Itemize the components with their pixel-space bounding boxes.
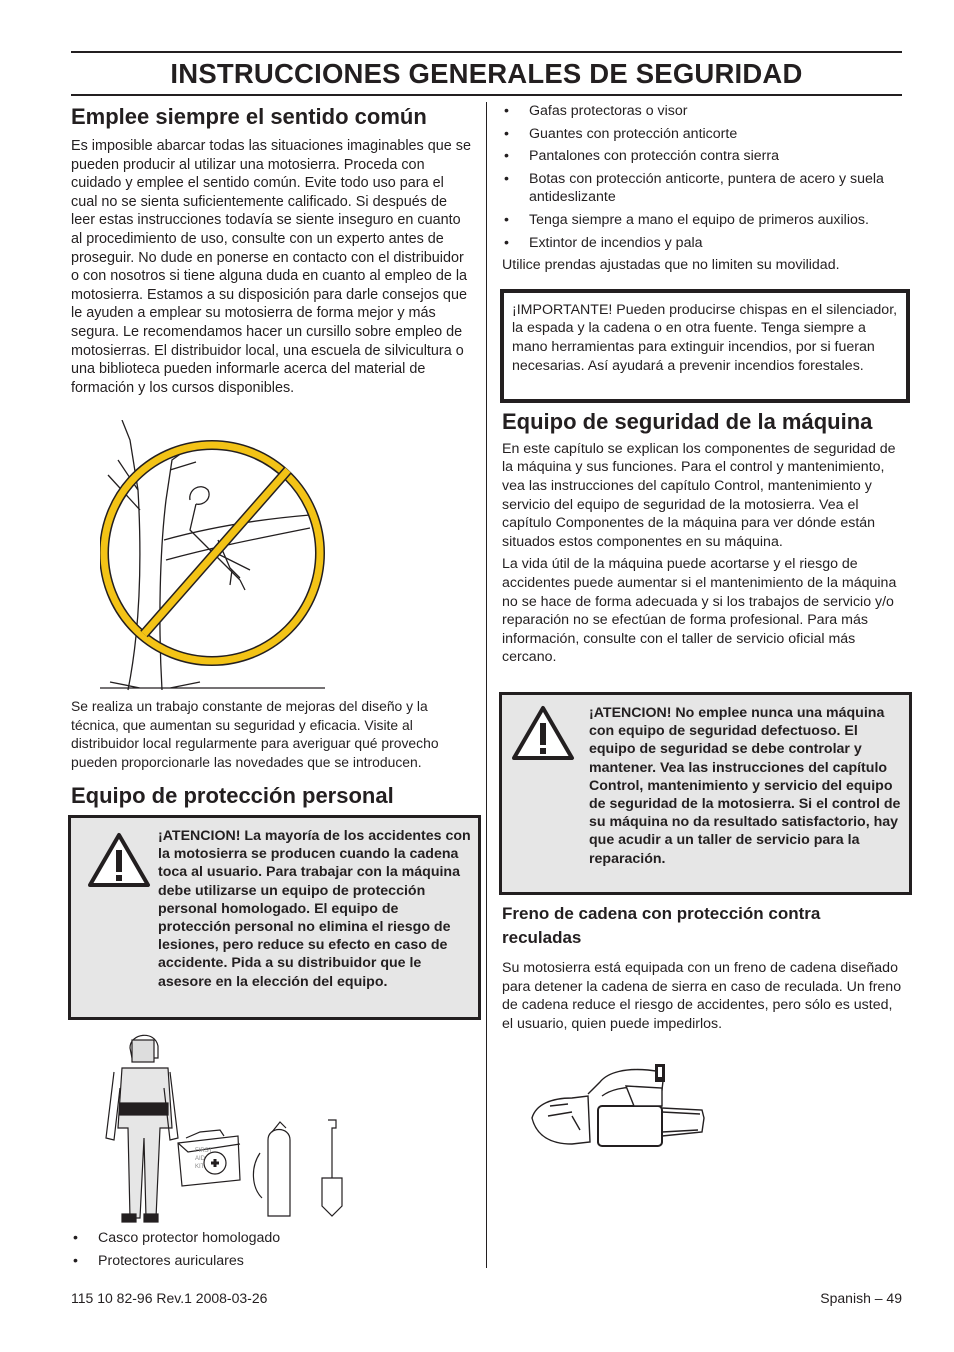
heading-proteccion-personal: Equipo de protección personal (71, 783, 394, 809)
important-text: ¡IMPORTANTE! Pueden producirse chispas en el silenciador, la espada y la cadena o en otra fuente. Tenga siempre a mano herramientas para extinguir incendios, por si fueran necesarias. Así ayudará a prevenir incendios forestales. (512, 301, 898, 374)
ppe-list-left (71, 1229, 471, 1274)
ppe-list-right (502, 102, 904, 252)
paragraph-sentido-comun: Es imposible abarcar todas las situaciones imaginables que se pueden producir al utilizar una motosierra. Proceda con cuidado y emplee el sentido común. Evite todo uso para el cual no se sienta suficientemente calificado. Si después de leer estas instrucciones todavía se siente inseguro en cuanto al procedimiento de uso, consulte con un experto antes de proseguir. No dude en ponerse en contacto con el distribuidor o con nosotros si tiene alguna duda en cuanto al empleo de la motosierra. Estamos a su disposición para darle consejos que le ayuden a emplear su motosierra de forma mejor y más segura. Le recomendamos hacer un cursillo sobre empleo de motosierras. El distribuidor local, una escuela de silvicultura o una biblioteca pueden informarle acerca del material de formación y los cursos disponibles. (71, 138, 471, 396)
list-item-text: Guantes con protección anticorte (529, 125, 738, 142)
list-item: • Extintor de incendios y pala (504, 234, 703, 251)
paragraph-seguridad-1: En este capítulo se explican los componentes de seguridad de la máquina y sus funciones. Para el control y mantenimiento, vea las instrucciones del capítulo Control, mantenimiento y servicio del equipo de seguridad de la motosierra. Vea el capítulo Componentes de la máquina para ver dónde están situados estos componentes en su máquina. (502, 440, 896, 550)
warning-triangle-icon (87, 832, 151, 888)
list-item: • Tenga siempre a mano el equipo de primeros auxilios. (504, 211, 869, 228)
important-box (500, 289, 910, 403)
ppe-illustration (100, 1028, 360, 1226)
list-item: • Gafas protectoras o visor (504, 103, 688, 119)
first-aid-text: KIT (195, 1164, 205, 1170)
top-rule (71, 51, 902, 53)
list-item-text: Casco protector homologado (98, 1230, 281, 1246)
footer-page-number: Spanish – 49 (820, 1290, 902, 1306)
title-rule (71, 94, 902, 96)
footer-doc-number: 115 10 82-96 Rev.1 2008-03-26 (71, 1290, 268, 1306)
paragraph-freno-cadena: Su motosierra está equipada con un freno de cadena diseñado para detener la cadena de sierra en caso de reculada. Un freno de cadena reduce el riesgo de accidentes, pero sólo es usted, el usuario, quien puede impedirlos. (502, 960, 902, 1032)
clothing-note: Utilice prendas ajustadas que no limiten su movilidad. (502, 257, 840, 274)
paragraph-seguridad-2: La vida útil de la máquina puede acortarse y el riesgo de accidentes puede aumentar si el mantenimiento de la máquina no se hace de forma adecuada y si los trabajos de servicio y/o reparación no se efectúan de forma profesional. Para más información, consulte con el taller de servicio oficial más cercano. (502, 556, 897, 666)
warning-box-proteccion (68, 815, 481, 1020)
column-divider (486, 102, 487, 1268)
heading-sentido-comun: Emplee siempre el sentido común (71, 104, 427, 129)
right-column-lower (502, 902, 904, 1033)
paragraph-mejoras: Se realiza un trabajo constante de mejoras del diseño y la técnica, que aumentan su seguridad y eficacia. Visite al distribuidor local regularmente para averiguar qué provecho pueden proporcionarle las novedades que se introducen. (71, 698, 439, 770)
first-aid-text: AID (195, 1156, 206, 1162)
warning-text-proteccion: ¡ATENCION! La mayoría de los accidentes con la motosierra se producen cuando la cadena toca al usuario. Para trabajar con la máquina debe utilizarse un equipo de protección personal homologado. El equipo de protección personal no elimina el riesgo de lesiones, pero reduce su efecto en caso de accidente. Pida a su distribuidor que le asesore en la elección del equipo. (158, 828, 471, 990)
list-item: • Pantalones con protección contra sierra (504, 148, 779, 165)
list-item: • Protectores auriculares (73, 1252, 244, 1269)
list-item: • Botas con protección anticorte, puntera de acero y suela antideslizante (504, 170, 884, 206)
list-item-text: Gafas protectoras o visor (529, 103, 688, 119)
first-aid-text: FIRST (195, 1148, 213, 1154)
list-item-text: Botas con protección anticorte, puntera de acero y suela antideslizante (529, 170, 884, 206)
warning-triangle-icon (511, 705, 575, 761)
warning-box-seguridad (499, 692, 912, 895)
no-climbing-illustration (100, 420, 325, 692)
left-column-lower (71, 697, 471, 810)
page-title: INSTRUCCIONES GENERALES DE SEGURIDAD (170, 58, 803, 89)
chainsaw-illustration (528, 1060, 708, 1152)
warning-text-seguridad: ¡ATENCION! No emplee nunca una máquina con equipo de seguridad defectuoso. El equipo de seguridad se debe controlar y mantener. Vea las instrucciones del capítulo Control, mantenimiento y servicio del equipo de seguridad de la motosierra. Si el control de su máquina no da resultado satisfactorio, hay que acudir a un taller de servicio para la reparación. (589, 705, 901, 867)
left-column (71, 102, 471, 397)
list-item: • Guantes con protección anticorte (504, 125, 738, 142)
right-column (502, 102, 904, 667)
heading-seguridad-maquina: Equipo de seguridad de la máquina (502, 408, 873, 434)
list-item-text: Protectores auriculares (98, 1252, 244, 1269)
list-item-text: Extintor de incendios y pala (529, 234, 703, 251)
heading-freno-cadena: Freno de cadena con protección contra reculadas (502, 904, 821, 947)
list-item-text: Pantalones con protección contra sierra (529, 148, 779, 165)
list-item: • Casco protector homologado (73, 1230, 281, 1246)
list-item-text: Tenga siempre a mano el equipo de primeros auxilios. (529, 211, 869, 228)
